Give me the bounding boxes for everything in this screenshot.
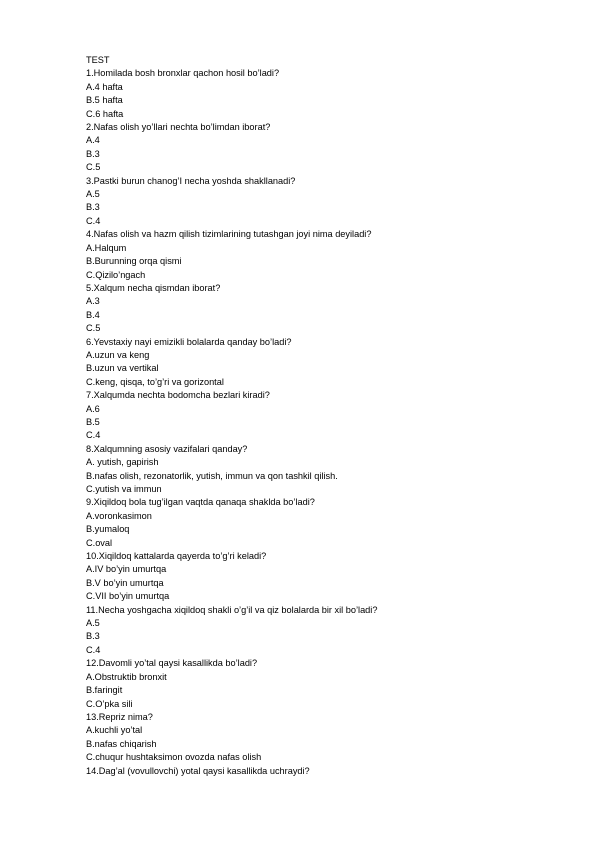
question-text: 3.Pastki burun chanog’I necha yoshda shakllanadi? xyxy=(86,175,296,186)
answer-option: A.4 xyxy=(86,135,100,146)
answer-option: C.keng, qisqa, to’g’ri va gorizontal xyxy=(86,376,224,387)
question-text: 4.Nafas olish va hazm qilish tizimlarining tutashgan joyi nima deyiladi? xyxy=(86,229,372,240)
question-text: 10.Xiqildoq kattalarda qayerda to’g’ri keladi? xyxy=(86,551,267,562)
answer-option: C.6 hafta xyxy=(86,108,124,119)
answer-option: A.kuchli yo’tal xyxy=(86,725,143,736)
answer-option: B.uzun va vertikal xyxy=(86,363,159,374)
question-text: 1.Homilada bosh bronxlar qachon hosil bo’ladi? xyxy=(86,68,280,79)
question-list xyxy=(86,67,566,778)
answer-option: B.V bo’yin umurtqa xyxy=(86,577,164,588)
answer-option: A.uzun va keng xyxy=(86,349,150,360)
question-text: 8.Xalqumning asosiy vazifalari qanday? xyxy=(86,443,248,454)
answer-option: A.6 xyxy=(86,403,100,414)
question-text: 12.Davomli yo’tal qaysi kasallikda bo’ladi? xyxy=(86,658,258,669)
document-page xyxy=(86,54,566,778)
answer-option: B.yumaloq xyxy=(86,524,130,535)
answer-option: C.4 xyxy=(86,215,101,226)
question-text: 11.Necha yoshgacha xiqildoq shakli o’g’il va qiz bolalarda bir xil bo’ladi? xyxy=(86,604,378,615)
answer-option: C.chuqur hushtaksimon ovozda nafas olish xyxy=(86,752,262,763)
answer-option: A.Obstruktib bronxit xyxy=(86,671,167,682)
answer-option: A.Halqum xyxy=(86,242,127,253)
answer-option: A.IV bo’yin umurtqa xyxy=(86,564,167,575)
answer-option: C.5 xyxy=(86,162,101,173)
question-text: 6.Yevstaxiy nayi emizikli bolalarda qanday bo’ladi? xyxy=(86,336,292,347)
answer-option: C.oval xyxy=(86,537,113,548)
answer-option: B.nafas olish, rezonatorlik, yutish, immun va qon tashkil qilish. xyxy=(86,470,338,481)
question-text: 5.Xalqum necha qismdan iborat? xyxy=(86,282,221,293)
question-text: 9.Xiqildoq bola tug’ilgan vaqtda qanaqa shaklda bo’ladi? xyxy=(86,497,315,508)
answer-option: B.5 hafta xyxy=(86,95,123,106)
answer-option: C.4 xyxy=(86,430,101,441)
answer-option: C.Qizilo’ngach xyxy=(86,269,146,280)
answer-option: B.3 xyxy=(86,202,100,213)
answer-option: C.4 xyxy=(86,644,101,655)
answer-option: C.yutish va immun xyxy=(86,484,162,494)
question-text: 2.Nafas olish yo’llari nechta bo’limdan iborat? xyxy=(86,122,271,133)
answer-option: B.3 xyxy=(86,148,100,159)
question-text: 14.Dag’al (vovullovchi) yotal qaysi kasallikda uchraydi? xyxy=(86,765,310,776)
answer-option: A.4 hafta xyxy=(86,81,123,92)
answer-option: B.4 xyxy=(86,309,100,320)
answer-option: C.O’pka sili xyxy=(86,698,133,709)
answer-option: B.Burunning orqa qismi xyxy=(86,256,182,267)
document-heading: TEST xyxy=(86,55,110,65)
answer-option: B.5 xyxy=(86,416,100,427)
answer-option: A.3 xyxy=(86,296,100,307)
answer-option: C.5 xyxy=(86,323,101,334)
answer-option: A.5 xyxy=(86,618,100,629)
answer-option: B.faringit xyxy=(86,685,123,696)
answer-option: A.voronkasimon xyxy=(86,510,152,521)
question-text: 7.Xalqumda nechta bodomcha bezlari kiradi? xyxy=(86,390,270,401)
answer-option: B.nafas chiqarish xyxy=(86,738,157,749)
answer-option: B.3 xyxy=(86,631,100,642)
question-text: 13.Repriz nima? xyxy=(86,711,153,722)
answer-option: C.VII bo’yin umurtqa xyxy=(86,591,170,602)
answer-option: A. yutish, gapirish xyxy=(86,457,159,468)
answer-option: A.5 xyxy=(86,189,100,200)
